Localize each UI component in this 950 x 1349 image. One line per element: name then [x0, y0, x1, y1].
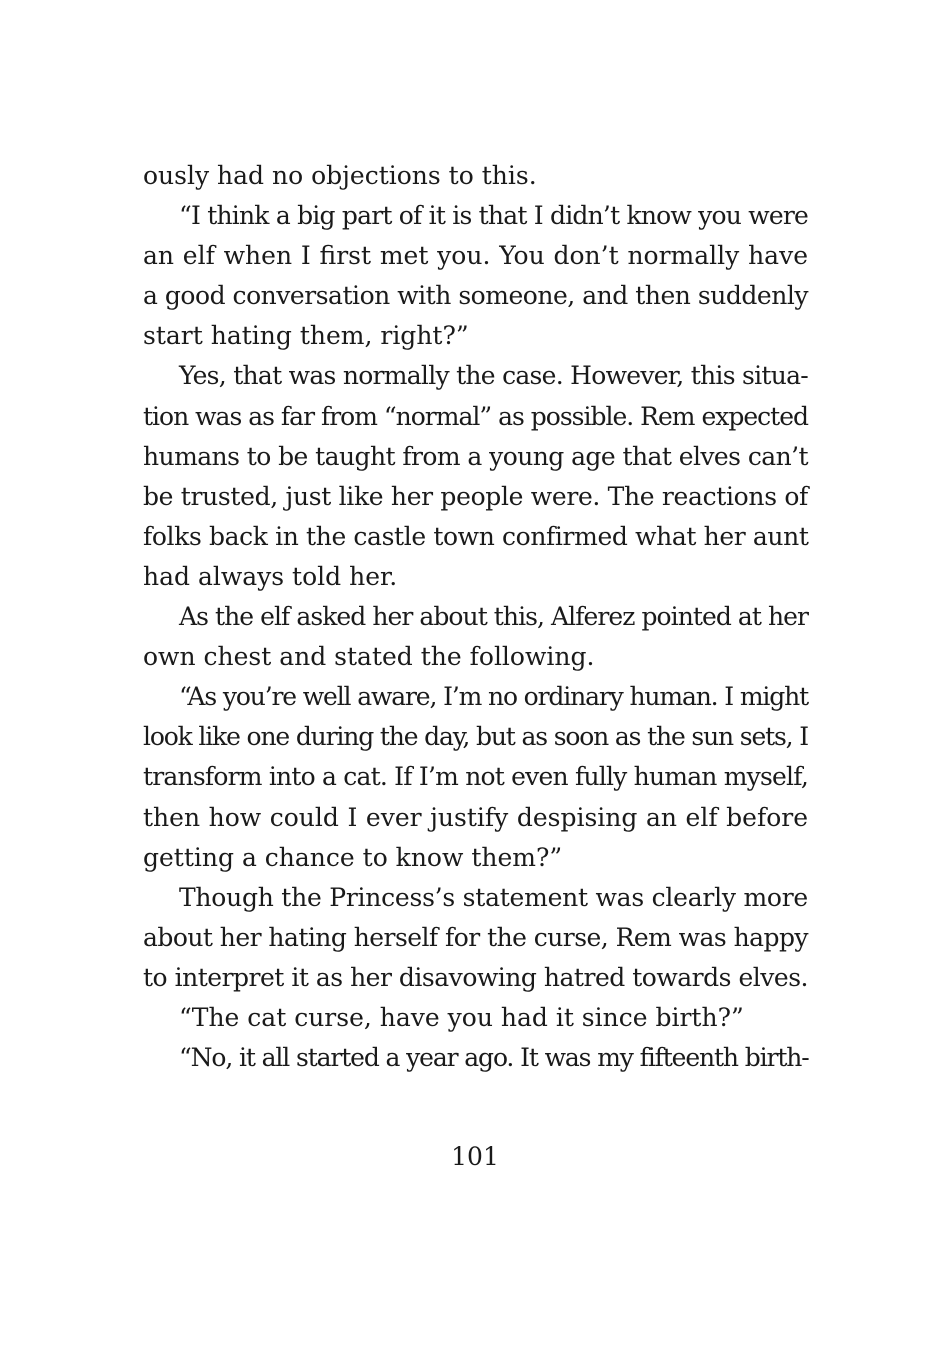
text-line: an elf when I first met you. You don’t normally have [143, 241, 808, 271]
text-line: getting a chance to know them?” [143, 842, 563, 872]
text-line: had always told her. [143, 561, 398, 591]
text-line: Though the Princess’s statement was clearly more [179, 882, 808, 912]
text-line: look like one during the day, but as soon as the sun sets, I [143, 722, 808, 752]
text-line: transform into a cat. If I’m not even fully human myself, [143, 762, 808, 792]
text-line: “As you’re well aware, I’m no ordinary human. I might [179, 682, 808, 712]
text-line: tion was as far from “normal” as possible. Rem expected [143, 401, 808, 431]
text-line: own chest and stated the following. [143, 642, 595, 672]
body-text [143, 156, 808, 1078]
text-line: then how could I ever justify despising an elf before [143, 802, 808, 832]
text-line: “No, it all started a year ago. It was my fifteenth birth- [179, 1043, 809, 1073]
page-number: 101 [451, 1142, 499, 1171]
text-line: a good conversation with someone, and then suddenly [143, 281, 808, 311]
text-line: “I think a big part of it is that I didn’t know you were [179, 201, 808, 231]
text-line: be trusted, just like her people were. The reactions of [143, 481, 808, 511]
text-line: “The cat curse, have you had it since birth?” [179, 1002, 744, 1032]
text-line: to interpret it as her disavowing hatred towards elves. [143, 962, 808, 992]
text-line: Yes, that was normally the case. However, this situa- [179, 361, 808, 391]
text-line: about her hating herself for the curse, Rem was happy [143, 922, 808, 952]
text-line: folks back in the castle town confirmed what her aunt [143, 521, 809, 551]
text-line: As the elf asked her about this, Alferez pointed at her [179, 602, 808, 632]
text-line: humans to be taught from a young age that elves can’t [143, 441, 808, 471]
text-line: start hating them, right?” [143, 321, 469, 351]
text-line: ously had no objections to this. [143, 161, 537, 190]
